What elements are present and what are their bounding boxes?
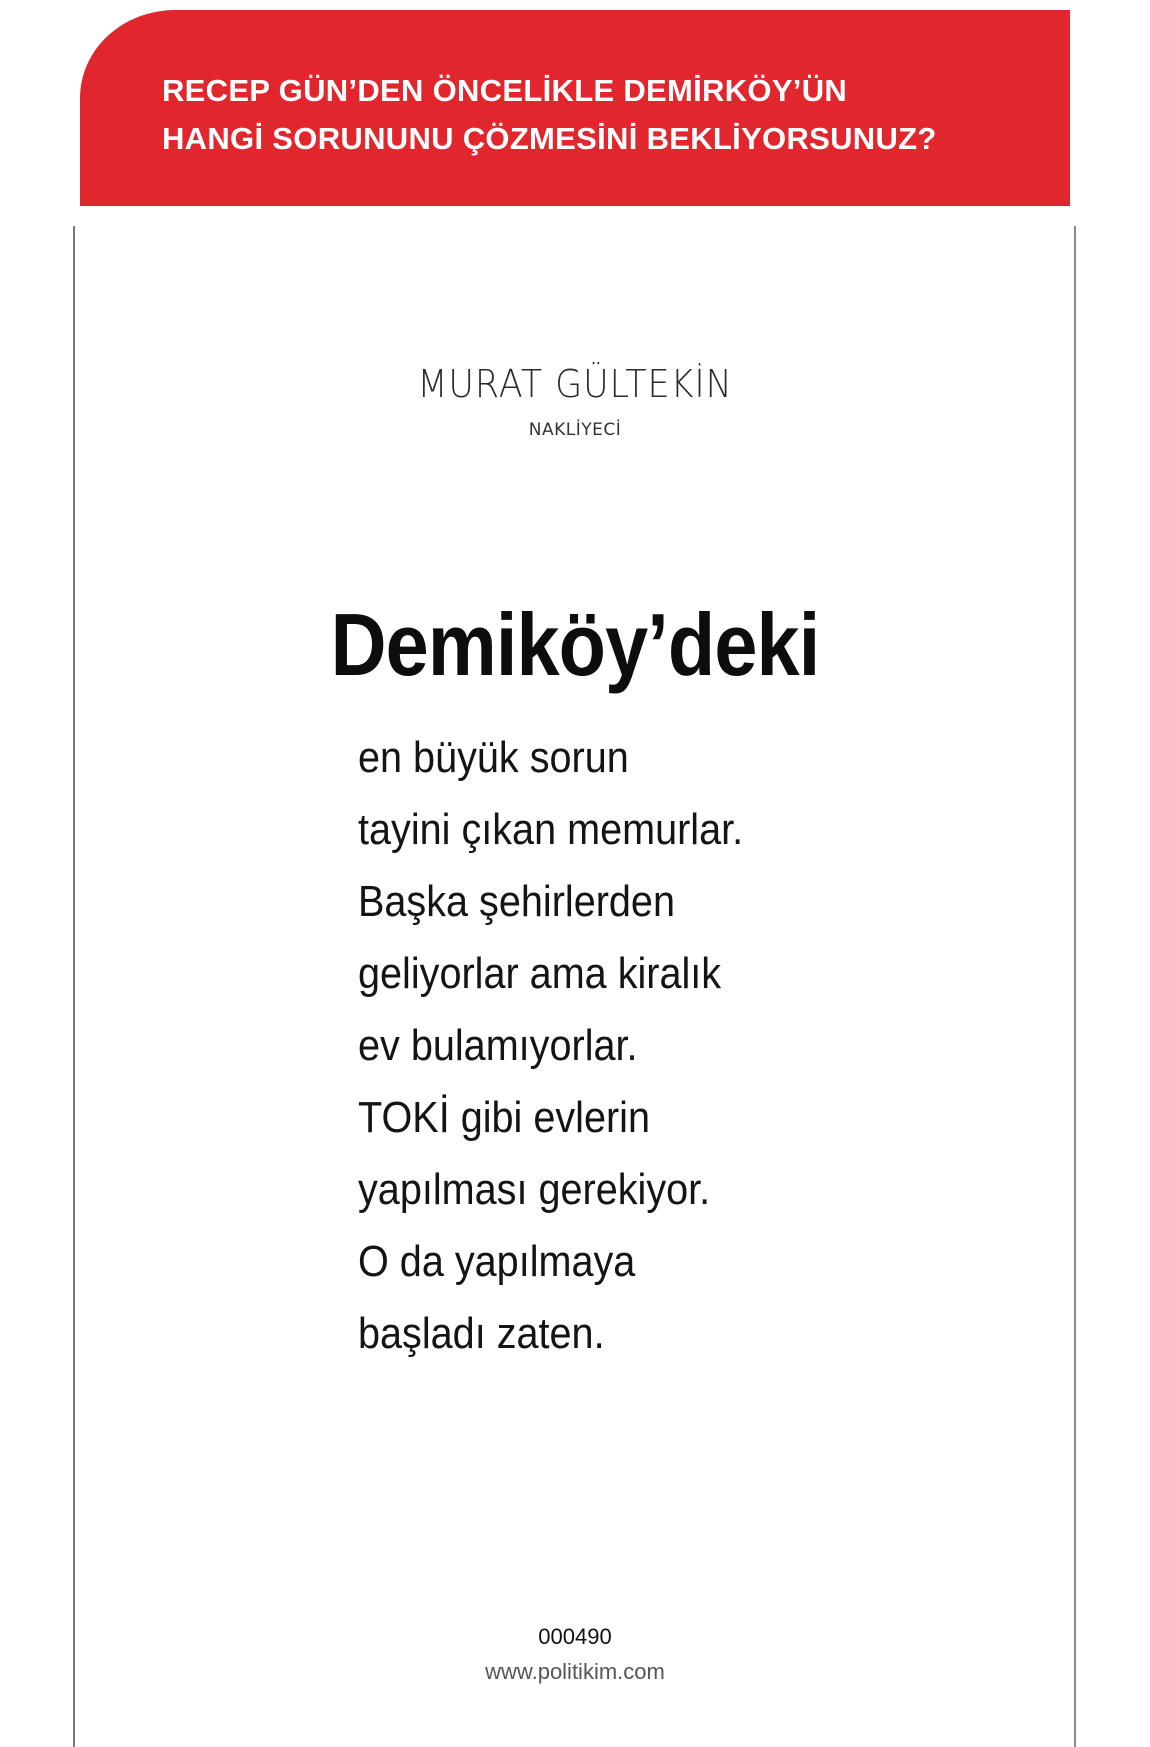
question-banner: [80, 10, 1070, 206]
quote-body: [358, 722, 786, 1370]
quote-line: O da yapılmaya: [358, 1237, 636, 1286]
right-border-line: [1074, 226, 1076, 1747]
footer-url[interactable]: www.politikim.com: [485, 1659, 665, 1684]
quote-line: yapılması gerekiyor.: [358, 1165, 711, 1214]
quote-line: en büyük sorun: [358, 733, 629, 782]
quote-line: TOKİ gibi evlerin: [358, 1093, 650, 1142]
quote-headline: Demiköy’deki: [330, 595, 820, 694]
person-role: NAKLİYECİ: [528, 420, 622, 440]
person-name: MURAT GÜLTEKİN: [417, 362, 733, 406]
quote-line: tayini çıkan memurlar.: [358, 805, 744, 854]
footer-code: 000490: [538, 1624, 612, 1649]
left-border-line: [73, 226, 75, 1747]
quote-line: ev bulamıyorlar.: [358, 1021, 638, 1070]
banner-question: RECEP GÜN’DEN ÖNCELİKLE DEMİRKÖY’ÜN HANGİ SORUNUNU ÇÖZMESİNİ BEKLİYORSUNUZ?: [162, 73, 937, 156]
quote-line: geliyorlar ama kiralık: [358, 949, 722, 998]
quote-line: Başka şehirlerden: [358, 877, 675, 926]
quote-line: başladı zaten.: [358, 1309, 605, 1358]
